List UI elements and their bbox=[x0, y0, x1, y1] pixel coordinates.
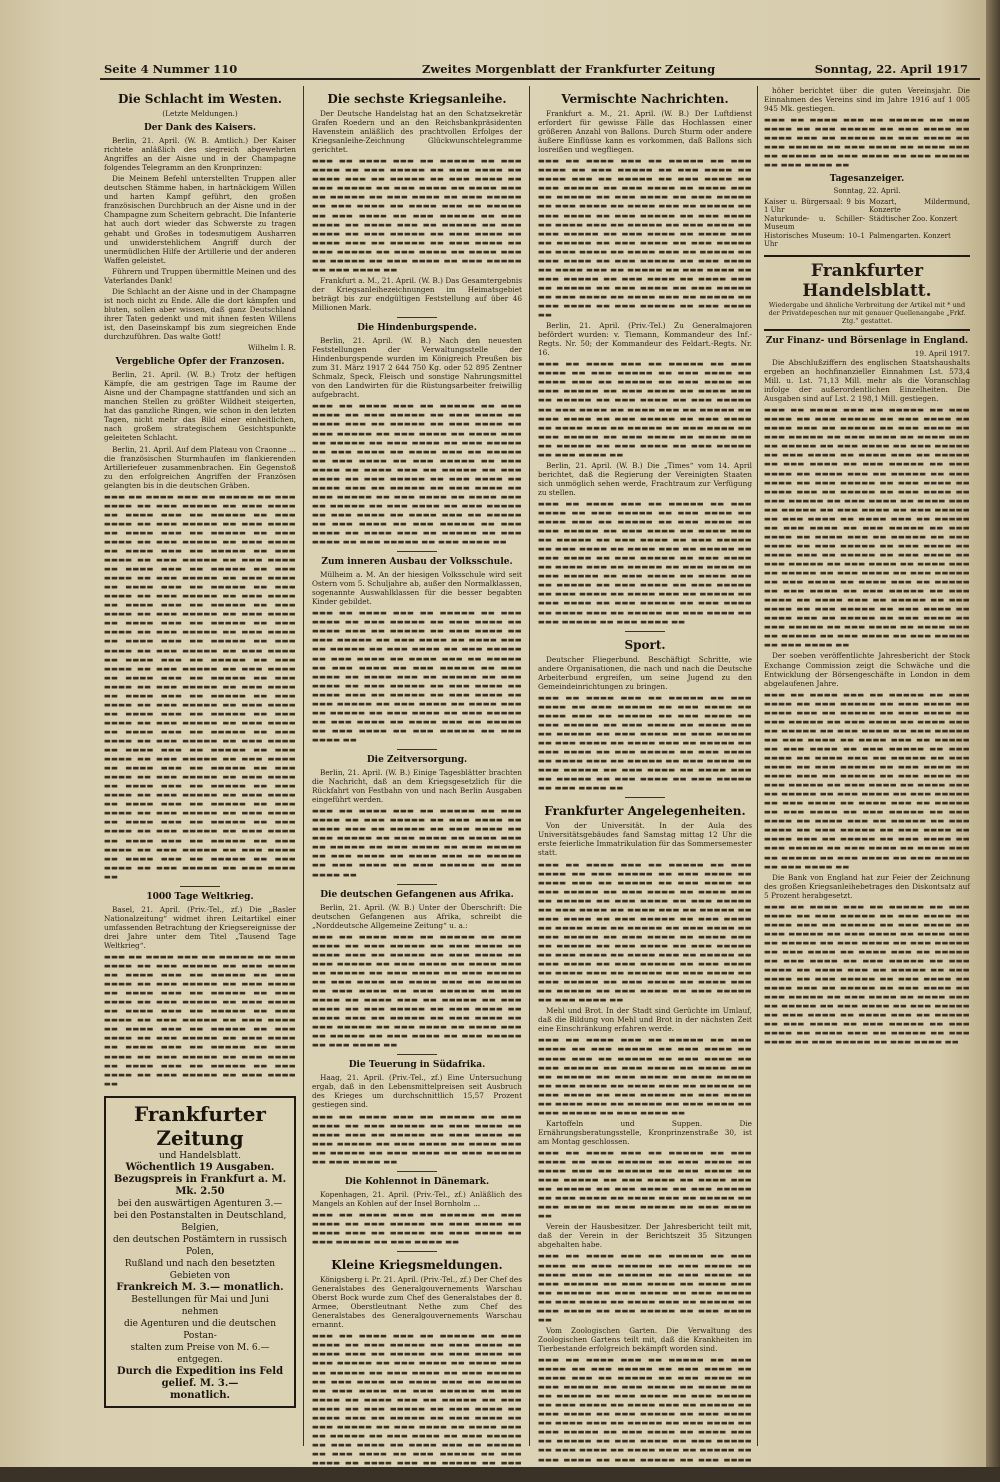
masthead bbox=[100, 58, 980, 80]
article-paragraph: Frankfurt a. M., 21. April. (W. B.) Das Gesamtergebnis der Kriegsanleihezeichnungen im Heimatsgebiet beträgt bis zur endgültigen Feststellung auf über 46 Millionen Mark. bbox=[312, 275, 522, 312]
tagesanzeiger-list bbox=[764, 198, 970, 249]
text-filler: ▬▬▬ ▬▬ ▬▬▬▬ ▬▬▬ ▬▬ ▬▬▬▬▬ ▬▬ ▬▬▬ ▬▬▬▬ ▬▬ ▬▬▬ ▬▬▬▬▬ ▬▬ ▬▬▬ ▬▬▬▬ ▬▬ ▬▬▬▬ ▬▬▬ ▬▬ ▬▬▬▬▬ ▬▬ ▬▬▬ ▬▬▬▬ ▬▬ ▬▬▬ ▬▬▬▬▬ ▬▬ ▬▬▬ ▬▬▬▬ ▬▬ ▬▬▬▬ ▬▬▬ ▬▬ ▬▬▬▬▬ ▬▬ ▬▬▬ ▬▬▬▬ ▬▬ ▬▬▬ ▬▬▬▬▬ ▬▬ ▬▬▬ ▬▬▬▬ ▬▬ ▬▬▬▬ ▬▬▬ ▬▬ ▬▬▬▬▬ ▬▬ ▬▬▬ ▬▬▬▬ ▬▬ ▬▬▬ ▬▬▬▬▬ ▬▬ ▬▬▬ ▬▬▬▬ ▬▬ ▬▬▬▬ ▬▬▬ ▬▬ ▬▬▬▬▬ ▬▬ ▬▬▬ ▬▬▬▬ ▬▬ ▬▬▬ ▬▬▬▬▬ ▬▬ ▬▬▬ ▬▬▬▬ ▬▬ ▬▬▬▬ ▬▬▬ ▬▬ ▬▬▬▬▬ ▬▬ ▬▬▬ ▬▬▬▬ ▬▬ ▬▬▬ ▬▬▬▬▬ ▬▬ ▬▬▬ ▬▬▬▬ ▬▬ ▬▬▬▬ ▬▬▬ ▬▬ ▬▬▬▬▬ ▬▬ ▬▬▬ ▬▬▬▬ ▬▬ ▬▬▬ ▬▬▬▬▬ ▬▬ ▬▬▬ ▬▬▬▬ ▬▬ ▬▬▬▬ ▬▬▬ ▬▬ ▬▬▬▬▬ ▬▬ ▬▬▬ ▬▬▬▬ ▬▬ ▬▬▬ ▬▬▬▬▬ ▬▬ ▬▬▬ ▬▬▬▬ ▬▬ ▬▬▬▬ ▬▬▬ ▬▬ ▬▬▬▬▬ ▬▬ ▬▬▬ ▬▬▬▬ ▬▬ ▬▬▬ ▬▬▬▬▬ ▬▬ ▬▬▬ ▬▬▬▬ ▬▬ bbox=[764, 901, 970, 1047]
article-paragraph: Vom Zoologischen Garten. Die Verwaltung des Zoologischen Gartens teilt mit, daß die Krankheiten im Tierbestande erfolgreich bekämpft worden sind. bbox=[538, 1325, 752, 1353]
tagesanzeiger-entry: Mozart, Mildermund, Konzerte bbox=[869, 197, 970, 215]
article-paragraph: Die Meinem Befehl unterstellten Truppen aller deutschen Stämme haben, in hartnäckigem Willen und harten Kampf geführt, den großen französischen Durchbruch an der Aisne und in der Champagne zum Scheitern gebracht. Die Infanterie hat auch dort wieder das Schwerste zu tragen gehabt und Großes in todesmutigem Ausharren und unwiderstehlichem Angriff durch der unermüdlichen Hilfe der Artillerie und der anderen Waffen geleistet. bbox=[104, 174, 296, 265]
book-binding-edge bbox=[986, 0, 1000, 1467]
text-filler: ▬▬▬ ▬▬ ▬▬▬▬ ▬▬▬ ▬▬ ▬▬▬▬▬ ▬▬ ▬▬▬ ▬▬▬▬ ▬▬ ▬▬▬ ▬▬▬▬▬ ▬▬ ▬▬▬ ▬▬▬▬ ▬▬ ▬▬▬▬ ▬▬▬ ▬▬ ▬▬▬▬▬ ▬▬ ▬▬▬ ▬▬▬▬ ▬▬ ▬▬▬ ▬▬▬▬▬ ▬▬ ▬▬▬ ▬▬▬▬ ▬▬ ▬▬▬▬ ▬▬▬ ▬▬ ▬▬▬▬▬ ▬▬ ▬▬▬ ▬▬▬▬ ▬▬ ▬▬▬ ▬▬▬▬▬ ▬▬ ▬▬▬ ▬▬▬▬ ▬▬ bbox=[764, 115, 970, 170]
tagesanzeiger-title: Tagesanzeiger. bbox=[829, 174, 905, 185]
separator bbox=[625, 797, 665, 798]
separator bbox=[397, 884, 437, 885]
column-4 bbox=[764, 86, 970, 1446]
text-filler: ▬▬▬ ▬▬ ▬▬▬▬ ▬▬▬ ▬▬ ▬▬▬▬▬ ▬▬ ▬▬▬ ▬▬▬▬ ▬▬ ▬▬▬ ▬▬▬▬▬ ▬▬ ▬▬▬ ▬▬▬▬ ▬▬ ▬▬▬▬ ▬▬▬ ▬▬ ▬▬▬▬▬ ▬▬ ▬▬▬ ▬▬▬▬ ▬▬ ▬▬▬ ▬▬▬▬▬ ▬▬ ▬▬▬ ▬▬▬▬ ▬▬ ▬▬▬▬ ▬▬▬ ▬▬ ▬▬▬▬▬ ▬▬ ▬▬▬ ▬▬▬▬ ▬▬ ▬▬▬ ▬▬▬▬▬ ▬▬ ▬▬▬ ▬▬▬▬ ▬▬ bbox=[312, 1111, 522, 1166]
tagesanzeiger-date: Sonntag, 22. April. bbox=[833, 187, 901, 196]
article-paragraph: Verein der Hausbesitzer. Der Jahresbericht teilt mit, daß der Verein in der Berichtszeit 35 Sitzungen abgehalten habe. bbox=[538, 1222, 752, 1250]
handelsblatt-note: Wiedergabe und ähnliche Verbreitung der Artikel mit * und der Privatdepeschen nur mit genauer Quellenangabe „Frkf. Ztg.“ gestattet. bbox=[768, 300, 966, 325]
headline-finanzlage: Zur Finanz- und Börsenlage in England. bbox=[765, 335, 969, 346]
text-filler: ▬▬▬ ▬▬ ▬▬▬▬ ▬▬▬ ▬▬ ▬▬▬▬▬ ▬▬ ▬▬▬ ▬▬▬▬ ▬▬ ▬▬▬ ▬▬▬▬▬ ▬▬ ▬▬▬ ▬▬▬▬ ▬▬ ▬▬▬▬ ▬▬▬ ▬▬ ▬▬▬▬▬ ▬▬ ▬▬▬ ▬▬▬▬ ▬▬ ▬▬▬ ▬▬▬▬▬ ▬▬ ▬▬▬ ▬▬▬▬ ▬▬ ▬▬▬▬ ▬▬▬ ▬▬ ▬▬▬▬▬ ▬▬ ▬▬▬ ▬▬▬▬ ▬▬ ▬▬▬ ▬▬▬▬▬ ▬▬ ▬▬▬ ▬▬▬▬ ▬▬ ▬▬▬▬ ▬▬▬ ▬▬ ▬▬▬▬▬ ▬▬ ▬▬▬ ▬▬▬▬ ▬▬ ▬▬▬ ▬▬▬▬▬ ▬▬ ▬▬▬ ▬▬▬▬ ▬▬ ▬▬▬▬ ▬▬▬ ▬▬ ▬▬▬▬▬ ▬▬ ▬▬▬ ▬▬▬▬ ▬▬ ▬▬▬ ▬▬▬▬▬ ▬▬ ▬▬▬ ▬▬▬▬ ▬▬ ▬▬▬▬ ▬▬▬ ▬▬ ▬▬▬▬▬ ▬▬ ▬▬▬ ▬▬▬▬ ▬▬ ▬▬▬ ▬▬▬▬▬ ▬▬ ▬▬▬ ▬▬▬▬ ▬▬ ▬▬▬▬ ▬▬▬ ▬▬ ▬▬▬▬▬ ▬▬ ▬▬▬ ▬▬▬▬ ▬▬ ▬▬▬ ▬▬▬▬▬ ▬▬ ▬▬▬ ▬▬▬▬ ▬▬ ▬▬▬▬ ▬▬▬ ▬▬ ▬▬▬▬▬ ▬▬ ▬▬▬ ▬▬▬▬ ▬▬ ▬▬▬ ▬▬▬▬▬ ▬▬ ▬▬▬ ▬▬▬▬ ▬▬ ▬▬▬▬ ▬▬▬ ▬▬ ▬▬▬▬▬ ▬▬ ▬▬▬ ▬▬▬▬ ▬▬ ▬▬▬ ▬▬▬▬▬ ▬▬ ▬▬▬ ▬▬▬▬ ▬▬ ▬▬▬▬ ▬▬▬ ▬▬ ▬▬▬▬▬ ▬▬ ▬▬▬ ▬▬▬▬ ▬▬ ▬▬▬ ▬▬▬▬▬ ▬▬ ▬▬▬ ▬▬▬▬ ▬▬ ▬▬▬▬ ▬▬▬ ▬▬ ▬▬▬▬▬ ▬▬ ▬▬▬ ▬▬▬▬ ▬▬ ▬▬▬ ▬▬▬▬▬ ▬▬ ▬▬▬ ▬▬▬▬ ▬▬ ▬▬▬▬ ▬▬▬ ▬▬ ▬▬▬▬▬ ▬▬ ▬▬▬ ▬▬▬▬ ▬▬ ▬▬▬ ▬▬▬▬▬ ▬▬ ▬▬▬ ▬▬▬▬ ▬▬ ▬▬▬▬ ▬▬▬ ▬▬ ▬▬▬▬▬ ▬▬ ▬▬▬ ▬▬▬▬ ▬▬ ▬▬▬ ▬▬▬▬▬ ▬▬ ▬▬▬ ▬▬▬▬ ▬▬ ▬▬▬▬ ▬▬▬ ▬▬ ▬▬▬▬▬ ▬▬ ▬▬▬ ▬▬▬▬ ▬▬ ▬▬▬ ▬▬▬▬▬ ▬▬ ▬▬▬ ▬▬▬▬ ▬▬ ▬▬▬▬ ▬▬▬ ▬▬ ▬▬▬▬▬ ▬▬ ▬▬▬ ▬▬▬▬ ▬▬ ▬▬▬ ▬▬▬▬▬ ▬▬ ▬▬▬ ▬▬▬▬ ▬▬ ▬▬▬▬ ▬▬▬ ▬▬ ▬▬▬▬▬ ▬▬ ▬▬▬ ▬▬▬▬ ▬▬ ▬▬▬ ▬▬▬▬▬ ▬▬ ▬▬▬ ▬▬▬▬ ▬▬ ▬▬▬▬ ▬▬▬ ▬▬ ▬▬▬▬▬ ▬▬ ▬▬▬ ▬▬▬▬ ▬▬ ▬▬▬ ▬▬▬▬▬ ▬▬ ▬▬▬ ▬▬▬▬ ▬▬ ▬▬▬▬ ▬▬▬ ▬▬ ▬▬▬▬▬ ▬▬ ▬▬▬ ▬▬▬▬ ▬▬ ▬▬▬ ▬▬▬▬▬ ▬▬ ▬▬▬ ▬▬▬▬ ▬▬ ▬▬▬▬ ▬▬▬ ▬▬ ▬▬▬▬▬ ▬▬ ▬▬▬ ▬▬▬▬ ▬▬ ▬▬▬ ▬▬▬▬▬ ▬▬ ▬▬▬ ▬▬▬▬ ▬▬ ▬▬▬▬ ▬▬▬ ▬▬ ▬▬▬▬▬ ▬▬ ▬▬▬ ▬▬▬▬ ▬▬ ▬▬▬ ▬▬▬▬▬ ▬▬ ▬▬▬ ▬▬▬▬ ▬▬ ▬▬▬▬ ▬▬▬ ▬▬ ▬▬▬▬▬ ▬▬ ▬▬▬ ▬▬▬▬ ▬▬ ▬▬▬ ▬▬▬▬▬ ▬▬ ▬▬▬ ▬▬▬▬ ▬▬ bbox=[104, 491, 296, 881]
text-filler: ▬▬▬ ▬▬ ▬▬▬▬ ▬▬▬ ▬▬ ▬▬▬▬▬ ▬▬ ▬▬▬ ▬▬▬▬ ▬▬ ▬▬▬ ▬▬▬▬▬ ▬▬ ▬▬▬ ▬▬▬▬ ▬▬ ▬▬▬▬ ▬▬▬ ▬▬ ▬▬▬▬▬ ▬▬ ▬▬▬ ▬▬▬▬ ▬▬ ▬▬▬ ▬▬▬▬▬ ▬▬ ▬▬▬ ▬▬▬▬ ▬▬ ▬▬▬▬ ▬▬▬ ▬▬ ▬▬▬▬▬ ▬▬ ▬▬▬ ▬▬▬▬ ▬▬ ▬▬▬ ▬▬▬▬▬ ▬▬ ▬▬▬ ▬▬▬▬ ▬▬ ▬▬▬▬ ▬▬▬ ▬▬ ▬▬▬▬▬ ▬▬ ▬▬▬ ▬▬▬▬ ▬▬ ▬▬▬ ▬▬▬▬▬ ▬▬ ▬▬▬ ▬▬▬▬ ▬▬ bbox=[538, 1147, 752, 1221]
signature: Wilhelm I. R. bbox=[248, 343, 296, 353]
column-1 bbox=[104, 86, 296, 1446]
article-paragraph: Berlin, 21. April. Auf dem Plateau von Craonne ... die französischen Sturmhaufen im flankierenden Artilleriefeuer zusammenbrachen. Ein Gegenstoß zu den erfolgreichen Angriffen der Französen gelangten bis in die deutschen Gräben. bbox=[104, 444, 296, 490]
headline-kriegsmeldungen: Kleine Kriegsmeldungen. bbox=[331, 1258, 503, 1273]
article-paragraph: Mülheim a. M. An der hiesigen Volksschule wird seit Ostern vom 5. Schuljahre ab, außer den Normalklassen, sogenannte Auswahlklassen für die besser begabten Kinder gebildet. bbox=[312, 570, 522, 607]
article-paragraph: Berlin, 21. April. (W. B.) Einige Tagesblätter brachten die Nachricht, daß an dem Kriegsgesetzlich für die Rückfahrt von Festbahn von und nach Berlin Ausgaben eingeführt werden. bbox=[312, 768, 522, 805]
ad-subtitle: und Handelsblatt. bbox=[159, 1150, 241, 1161]
ad-weekly: Wöchentlich 19 Ausgaben. bbox=[125, 1161, 275, 1173]
ad-line: Frankreich M. 3.— monatlich. bbox=[116, 1281, 284, 1293]
headline-zeitversorgung: Die Zeitversorgung. bbox=[366, 755, 468, 765]
article-paragraph: Führern und Truppen übermittle Meinen und des Vaterlandes Dank! bbox=[104, 266, 296, 285]
separator bbox=[397, 1054, 437, 1055]
page-number: Seite 4 Nummer 110 bbox=[104, 62, 238, 76]
text-filler: ▬▬▬ ▬▬ ▬▬▬▬ ▬▬▬ ▬▬ ▬▬▬▬▬ ▬▬ ▬▬▬ ▬▬▬▬ ▬▬ ▬▬▬ ▬▬▬▬▬ ▬▬ ▬▬▬ ▬▬▬▬ ▬▬ ▬▬▬▬ ▬▬▬ ▬▬ ▬▬▬▬▬ ▬▬ ▬▬▬ ▬▬▬▬ ▬▬ ▬▬▬ ▬▬▬▬▬ ▬▬ ▬▬▬ ▬▬▬▬ ▬▬ ▬▬▬▬ ▬▬▬ ▬▬ ▬▬▬▬▬ ▬▬ ▬▬▬ ▬▬▬▬ ▬▬ ▬▬▬ ▬▬▬▬▬ ▬▬ ▬▬▬ ▬▬▬▬ ▬▬ ▬▬▬▬ ▬▬▬ ▬▬ ▬▬▬▬▬ ▬▬ ▬▬▬ ▬▬▬▬ ▬▬ ▬▬▬ ▬▬▬▬▬ ▬▬ ▬▬▬ ▬▬▬▬ ▬▬ ▬▬▬▬ ▬▬▬ ▬▬ ▬▬▬▬▬ ▬▬ ▬▬▬ ▬▬▬▬ ▬▬ ▬▬▬ ▬▬▬▬▬ ▬▬ ▬▬▬ ▬▬▬▬ ▬▬ ▬▬▬▬ ▬▬▬ ▬▬ ▬▬▬▬▬ ▬▬ ▬▬▬ ▬▬▬▬ ▬▬ ▬▬▬ ▬▬▬▬▬ ▬▬ ▬▬▬ ▬▬▬▬ ▬▬ ▬▬▬▬ ▬▬▬ ▬▬ ▬▬▬▬▬ ▬▬ ▬▬▬ ▬▬▬▬ ▬▬ ▬▬▬ ▬▬▬▬▬ ▬▬ ▬▬▬ ▬▬▬▬ ▬▬ ▬▬▬▬ ▬▬▬ ▬▬ ▬▬▬▬▬ ▬▬ ▬▬▬ ▬▬▬▬ ▬▬ ▬▬▬ ▬▬▬▬▬ ▬▬ ▬▬▬ ▬▬▬▬ ▬▬ ▬▬▬▬ ▬▬▬ ▬▬ ▬▬▬▬▬ ▬▬ ▬▬▬ ▬▬▬▬ ▬▬ ▬▬▬ ▬▬▬▬▬ ▬▬ ▬▬▬ ▬▬▬▬ ▬▬ bbox=[312, 401, 522, 547]
column-2 bbox=[312, 86, 522, 1477]
separator bbox=[397, 1251, 437, 1252]
article-paragraph: Berlin, 21. April. (W. B.) Unter der Überschrift: Die deutschen Gefangenen aus Afrika, schreibt die „Norddeutsche Allgemeine Zeitung“ u. a.: bbox=[312, 902, 522, 930]
tagesanzeiger-entry: Palmengarten. Konzert bbox=[869, 231, 951, 240]
article-paragraph: Berlin, 21. April. (W. B. Amtlich.) Der Kaiser richtete anläßlich des siegreich abgewehrten Angriffes an der Aisne und in der Champagne folgendes Telegramm an den Kronprinzen: bbox=[104, 136, 296, 173]
ad-line: bei den Postanstalten in Deutschland, Belgien, bbox=[113, 1210, 287, 1233]
tagesanzeiger-entry: Städtischer Zoo. Konzert bbox=[869, 214, 958, 223]
headline-vermischte: Vermischte Nachrichten. bbox=[561, 92, 729, 106]
column-3 bbox=[538, 86, 752, 1482]
ad-line: die Agenturen und die deutschen Postan- bbox=[123, 1318, 277, 1341]
headline-hindenburg: Die Hindenburgspende. bbox=[357, 323, 477, 334]
headline-kohlennot: Die Kohlennot in Dänemark. bbox=[344, 1176, 490, 1187]
article-paragraph: höher berichtet über die guten Vereinsjahr. Die Einnahmen des Vereins sind im Jahre 1916 auf 1 005 945 Mk. gestiegen. bbox=[764, 86, 970, 114]
article-paragraph: Basel, 21. April. (Priv.-Tel., zf.) Die „Basler Nationalzeitung“ widmet ihren Leitartikel einer umfassenden Betrachtung der Kriegsereignisse der drei Jahre unter dem Titel „Tausend Tage Weltkrieg“. bbox=[104, 904, 296, 950]
text-filler: ▬▬▬ ▬▬ ▬▬▬▬ ▬▬▬ ▬▬ ▬▬▬▬▬ ▬▬ ▬▬▬ ▬▬▬▬ ▬▬ ▬▬▬ ▬▬▬▬▬ ▬▬ ▬▬▬ ▬▬▬▬ ▬▬ ▬▬▬▬ ▬▬▬ ▬▬ ▬▬▬▬▬ ▬▬ ▬▬▬ ▬▬▬▬ ▬▬ ▬▬▬ ▬▬▬▬▬ ▬▬ ▬▬▬ ▬▬▬▬ ▬▬ ▬▬▬▬ ▬▬▬ ▬▬ ▬▬▬▬▬ ▬▬ ▬▬▬ ▬▬▬▬ ▬▬ ▬▬▬ ▬▬▬▬▬ ▬▬ ▬▬▬ ▬▬▬▬ ▬▬ ▬▬▬▬ ▬▬▬ ▬▬ ▬▬▬▬▬ ▬▬ ▬▬▬ ▬▬▬▬ ▬▬ ▬▬▬ ▬▬▬▬▬ ▬▬ ▬▬▬ ▬▬▬▬ ▬▬ ▬▬▬▬ ▬▬▬ ▬▬ ▬▬▬▬▬ ▬▬ ▬▬▬ ▬▬▬▬ ▬▬ ▬▬▬ ▬▬▬▬▬ ▬▬ ▬▬▬ ▬▬▬▬ ▬▬ ▬▬▬▬ ▬▬▬ ▬▬ ▬▬▬▬▬ ▬▬ ▬▬▬ ▬▬▬▬ ▬▬ ▬▬▬ ▬▬▬▬▬ ▬▬ ▬▬▬ ▬▬▬▬ ▬▬ ▬▬▬▬ ▬▬▬ ▬▬ ▬▬▬▬▬ ▬▬ ▬▬▬ ▬▬▬▬ ▬▬ ▬▬▬ ▬▬▬▬▬ ▬▬ ▬▬▬ ▬▬▬▬ ▬▬ bbox=[312, 931, 522, 1050]
tagesanzeiger-entry: Kaiser u. Bürgersaal: 9 bis 1 Uhr bbox=[764, 197, 865, 215]
article-paragraph: Kartoffeln und Suppen. Die Ernährungsberatungsstelle, Kronprinzenstraße 30, ist am Montag geschlossen. bbox=[538, 1118, 752, 1146]
text-filler: ▬▬▬ ▬▬ ▬▬▬▬ ▬▬▬ ▬▬ ▬▬▬▬▬ ▬▬ ▬▬▬ ▬▬▬▬ ▬▬ ▬▬▬ ▬▬▬▬▬ ▬▬ ▬▬▬ ▬▬▬▬ ▬▬ ▬▬▬▬ ▬▬▬ ▬▬ ▬▬▬▬▬ ▬▬ ▬▬▬ ▬▬▬▬ ▬▬ ▬▬▬ ▬▬▬▬▬ ▬▬ ▬▬▬ ▬▬▬▬ ▬▬ ▬▬▬▬ ▬▬▬ ▬▬ ▬▬▬▬▬ ▬▬ ▬▬▬ ▬▬▬▬ ▬▬ ▬▬▬ ▬▬▬▬▬ ▬▬ ▬▬▬ ▬▬▬▬ ▬▬ ▬▬▬▬ ▬▬▬ ▬▬ ▬▬▬▬▬ ▬▬ ▬▬▬ ▬▬▬▬ ▬▬ ▬▬▬ ▬▬▬▬▬ ▬▬ ▬▬▬ ▬▬▬▬ ▬▬ ▬▬▬▬ ▬▬▬ ▬▬ ▬▬▬▬▬ ▬▬ ▬▬▬ ▬▬▬▬ ▬▬ ▬▬▬ ▬▬▬▬▬ ▬▬ ▬▬▬ ▬▬▬▬ ▬▬ ▬▬▬▬ ▬▬▬ ▬▬ ▬▬▬▬▬ ▬▬ ▬▬▬ ▬▬▬▬ ▬▬ ▬▬▬ ▬▬▬▬▬ ▬▬ ▬▬▬ ▬▬▬▬ ▬▬ ▬▬▬▬ ▬▬▬ ▬▬ ▬▬▬▬▬ ▬▬ ▬▬▬ ▬▬▬▬ ▬▬ ▬▬▬ ▬▬▬▬▬ ▬▬ ▬▬▬ ▬▬▬▬ ▬▬ bbox=[312, 156, 522, 274]
article-paragraph: Deutscher Fliegerbund. Beschäftigt Schritte, wie andere Organisationen, die nach und nach die Deutsche Arbeiterbund ergreifen, um seine Jugend zu den Gemeindeinrichtungen zu bringen. bbox=[538, 654, 752, 691]
issue-date: Sonntag, 22. April 1917 bbox=[814, 62, 968, 76]
text-filler: ▬▬▬ ▬▬ ▬▬▬▬ ▬▬▬ ▬▬ ▬▬▬▬▬ ▬▬ ▬▬▬ ▬▬▬▬ ▬▬ ▬▬▬ ▬▬▬▬▬ ▬▬ ▬▬▬ ▬▬▬▬ ▬▬ ▬▬▬▬ ▬▬▬ ▬▬ ▬▬▬▬▬ ▬▬ ▬▬▬ ▬▬▬▬ ▬▬ ▬▬▬ ▬▬▬▬▬ ▬▬ ▬▬▬ ▬▬▬▬ ▬▬ ▬▬▬▬ ▬▬▬ ▬▬ ▬▬▬▬▬ ▬▬ ▬▬▬ ▬▬▬▬ ▬▬ ▬▬▬ ▬▬▬▬▬ ▬▬ ▬▬▬ ▬▬▬▬ ▬▬ ▬▬▬▬ ▬▬▬ ▬▬ ▬▬▬▬▬ ▬▬ ▬▬▬ ▬▬▬▬ ▬▬ ▬▬▬ ▬▬▬▬▬ ▬▬ ▬▬▬ ▬▬▬▬ ▬▬ ▬▬▬▬ ▬▬▬ ▬▬ ▬▬▬▬▬ ▬▬ ▬▬▬ ▬▬▬▬ ▬▬ ▬▬▬ ▬▬▬▬▬ ▬▬ ▬▬▬ ▬▬▬▬ ▬▬ ▬▬▬▬ ▬▬▬ ▬▬ ▬▬▬▬▬ ▬▬ ▬▬▬ ▬▬▬▬ ▬▬ ▬▬▬ ▬▬▬▬▬ ▬▬ ▬▬▬ ▬▬▬▬ ▬▬ ▬▬▬▬ ▬▬▬ ▬▬ ▬▬▬▬▬ ▬▬ ▬▬▬ ▬▬▬▬ ▬▬ ▬▬▬ ▬▬▬▬▬ ▬▬ ▬▬▬ ▬▬▬▬ ▬▬ ▬▬▬▬ ▬▬▬ ▬▬ ▬▬▬▬▬ ▬▬ ▬▬▬ ▬▬▬▬ ▬▬ ▬▬▬ ▬▬▬▬▬ ▬▬ ▬▬▬ ▬▬▬▬ ▬▬ bbox=[538, 498, 752, 626]
article-paragraph: Berlin, 21. April. (W. B.) Die „Times“ vom 14. April berichtet, daß die Regierung der Vereinigten Staaten sich unmöglich sehen werde, Frachtraum zur Verfügung zu stellen. bbox=[538, 460, 752, 497]
headline-weltkrieg: 1000 Tage Weltkrieg. bbox=[146, 891, 254, 902]
article-paragraph: Mehl und Brot. In der Stadt sind Gerüchte im Umlauf, daß die Bildung von Mehl und Brot in der nächsten Zeit eine Einschränkung erfahren werde. bbox=[538, 1006, 752, 1034]
article-paragraph: Berlin, 21. April. (Priv.-Tel.) Zu Generalmajoren befördert wurden: v. Tiemann, Kommandeur des Inf.-Regts. Nr. 50; der Kommandeur des Feldart.-Regts. Nr. 16. bbox=[538, 321, 752, 358]
text-filler: ▬▬▬ ▬▬ ▬▬▬▬ ▬▬▬ ▬▬ ▬▬▬▬▬ ▬▬ ▬▬▬ ▬▬▬▬ ▬▬ ▬▬▬ ▬▬▬▬▬ ▬▬ ▬▬▬ ▬▬▬▬ ▬▬ ▬▬▬▬ ▬▬▬ ▬▬ ▬▬▬▬▬ ▬▬ ▬▬▬ ▬▬▬▬ ▬▬ ▬▬▬ ▬▬▬▬▬ ▬▬ ▬▬▬ ▬▬▬▬ ▬▬ ▬▬▬▬ ▬▬▬ ▬▬ ▬▬▬▬▬ ▬▬ ▬▬▬ ▬▬▬▬ ▬▬ ▬▬▬ ▬▬▬▬▬ ▬▬ ▬▬▬ ▬▬▬▬ ▬▬ ▬▬▬▬ ▬▬▬ ▬▬ ▬▬▬▬▬ ▬▬ ▬▬▬ ▬▬▬▬ ▬▬ ▬▬▬ ▬▬▬▬▬ ▬▬ ▬▬▬ ▬▬▬▬ ▬▬ bbox=[538, 1251, 752, 1324]
edition-title: Zweites Morgenblatt der Frankfurter Zeitung bbox=[422, 62, 716, 76]
separator bbox=[180, 886, 220, 887]
text-filler: ▬▬▬ ▬▬ ▬▬▬▬ ▬▬▬ ▬▬ ▬▬▬▬▬ ▬▬ ▬▬▬ ▬▬▬▬ ▬▬ ▬▬▬ ▬▬▬▬▬ ▬▬ ▬▬▬ ▬▬▬▬ ▬▬ ▬▬▬▬ ▬▬▬ ▬▬ ▬▬▬▬▬ ▬▬ ▬▬▬ ▬▬▬▬ ▬▬ ▬▬▬ ▬▬▬▬▬ ▬▬ ▬▬▬ ▬▬▬▬ ▬▬ ▬▬▬▬ ▬▬▬ ▬▬ ▬▬▬▬▬ ▬▬ ▬▬▬ ▬▬▬▬ ▬▬ ▬▬▬ ▬▬▬▬▬ ▬▬ ▬▬▬ ▬▬▬▬ ▬▬ ▬▬▬▬ ▬▬▬ ▬▬ ▬▬▬▬▬ ▬▬ ▬▬▬ ▬▬▬▬ ▬▬ ▬▬▬ ▬▬▬▬▬ ▬▬ ▬▬▬ ▬▬▬▬ ▬▬ ▬▬▬▬ ▬▬▬ ▬▬ ▬▬▬▬▬ ▬▬ ▬▬▬ ▬▬▬▬ ▬▬ ▬▬▬ ▬▬▬▬▬ ▬▬ ▬▬▬ ▬▬▬▬ ▬▬ ▬▬▬▬ ▬▬▬ ▬▬ ▬▬▬▬▬ ▬▬ ▬▬▬ ▬▬▬▬ ▬▬ ▬▬▬ ▬▬▬▬▬ ▬▬ ▬▬▬ ▬▬▬▬ ▬▬ ▬▬▬▬ ▬▬▬ ▬▬ ▬▬▬▬▬ ▬▬ ▬▬▬ ▬▬▬▬ ▬▬ ▬▬▬ ▬▬▬▬▬ ▬▬ ▬▬▬ ▬▬▬▬ ▬▬ ▬▬▬▬ ▬▬▬ ▬▬ ▬▬▬▬▬ ▬▬ ▬▬▬ ▬▬▬▬ ▬▬ ▬▬▬ ▬▬▬▬▬ ▬▬ ▬▬▬ ▬▬▬▬ ▬▬ ▬▬▬▬ ▬▬▬ ▬▬ ▬▬▬▬▬ ▬▬ ▬▬▬ ▬▬▬▬ ▬▬ ▬▬▬ ▬▬▬▬▬ ▬▬ ▬▬▬ ▬▬▬▬ ▬▬ ▬▬▬▬ ▬▬▬ ▬▬ ▬▬▬▬▬ ▬▬ ▬▬▬ ▬▬▬▬ ▬▬ ▬▬▬ ▬▬▬▬▬ ▬▬ ▬▬▬ ▬▬▬▬ ▬▬ bbox=[538, 156, 752, 320]
article-paragraph: Die Schlacht an der Aisne und in der Champagne ist noch nicht zu Ende. Alle die dort kämpfen und bluten, sollen aber wissen, daß ganz Deutschland ihrer Taten gedenkt und mit ihnen festen Willens ist, den Daseinskampf bis zum siegreichen Ende durchzuführen. Das walte Gott! bbox=[104, 286, 296, 342]
headline-opfer: Vergebliche Opfer der Franzosen. bbox=[115, 357, 285, 368]
article-paragraph: Von der Universität. In der Aula des Universitätsgebäudes fand Samstag mittag 12 Uhr die erste feierliche Immatrikulation für das Sommersemester statt. bbox=[538, 821, 752, 858]
report-date: 19. April 1917. bbox=[914, 348, 970, 358]
article-paragraph: Der soeben veröffentlichte Jahresbericht der Stock Exchange Commission zeigt die Schwäche und die Entwicklung der Börsengeschäfte in London in dem abgelaufenen Jahre. bbox=[764, 651, 970, 688]
text-filler: ▬▬▬ ▬▬ ▬▬▬▬ ▬▬▬ ▬▬ ▬▬▬▬▬ ▬▬ ▬▬▬ ▬▬▬▬ ▬▬ ▬▬▬ ▬▬▬▬▬ ▬▬ ▬▬▬ ▬▬▬▬ ▬▬ ▬▬▬▬ ▬▬▬ ▬▬ ▬▬▬▬▬ ▬▬ ▬▬▬ ▬▬▬▬ ▬▬ ▬▬▬ ▬▬▬▬▬ ▬▬ ▬▬▬ ▬▬▬▬ ▬▬ ▬▬▬▬ ▬▬▬ ▬▬ ▬▬▬▬▬ ▬▬ ▬▬▬ ▬▬▬▬ ▬▬ ▬▬▬ ▬▬▬▬▬ ▬▬ ▬▬▬ ▬▬▬▬ ▬▬ ▬▬▬▬ ▬▬▬ ▬▬ ▬▬▬▬▬ ▬▬ ▬▬▬ ▬▬▬▬ ▬▬ ▬▬▬ ▬▬▬▬▬ ▬▬ ▬▬▬ ▬▬▬▬ ▬▬ ▬▬▬▬ ▬▬▬ ▬▬ ▬▬▬▬▬ ▬▬ ▬▬▬ ▬▬▬▬ ▬▬ ▬▬▬ ▬▬▬▬▬ ▬▬ ▬▬▬ ▬▬▬▬ ▬▬ ▬▬▬▬ ▬▬▬ ▬▬ ▬▬▬▬▬ ▬▬ ▬▬▬ ▬▬▬▬ ▬▬ ▬▬▬ ▬▬▬▬▬ ▬▬ ▬▬▬ ▬▬▬▬ ▬▬ ▬▬▬▬ ▬▬▬ ▬▬ ▬▬▬▬▬ ▬▬ ▬▬▬ ▬▬▬▬ ▬▬ ▬▬▬ ▬▬▬▬▬ ▬▬ ▬▬▬ ▬▬▬▬ ▬▬ ▬▬▬▬ ▬▬▬ ▬▬ ▬▬▬▬▬ ▬▬ ▬▬▬ ▬▬▬▬ ▬▬ ▬▬▬ ▬▬▬▬▬ ▬▬ ▬▬▬ ▬▬▬▬ ▬▬ ▬▬▬▬ ▬▬▬ ▬▬ ▬▬▬▬▬ ▬▬ ▬▬▬ ▬▬▬▬ ▬▬ ▬▬▬ ▬▬▬▬▬ ▬▬ ▬▬▬ ▬▬▬▬ ▬▬ bbox=[538, 859, 752, 1005]
article-paragraph: Haag, 21. April. (Priv.-Tel., zf.) Eine Untersuchung ergab, daß in den Lebensmittelpreisen seit Ausbruch des Krieges um durchschnittlich 15,57 Prozent gestiegen sind. bbox=[312, 1073, 522, 1110]
separator bbox=[397, 749, 437, 750]
headline-gefangenen: Die deutschen Gefangenen aus Afrika. bbox=[320, 889, 514, 900]
ad-line: Durch die Expedition ins Feld gelief. M. 3.— bbox=[116, 1365, 284, 1389]
headline-kriegsanleihe: Die sechste Kriegsanleihe. bbox=[327, 92, 507, 106]
subscription-advertisement bbox=[104, 1096, 296, 1408]
column-rule bbox=[529, 86, 530, 1446]
text-filler: ▬▬▬ ▬▬ ▬▬▬▬ ▬▬▬ ▬▬ ▬▬▬▬▬ ▬▬ ▬▬▬ ▬▬▬▬ ▬▬ ▬▬▬ ▬▬▬▬▬ ▬▬ ▬▬▬ ▬▬▬▬ ▬▬ ▬▬▬▬ ▬▬▬ ▬▬ ▬▬▬▬▬ ▬▬ ▬▬▬ ▬▬▬▬ ▬▬ ▬▬▬ ▬▬▬▬▬ ▬▬ ▬▬▬ ▬▬▬▬ ▬▬ ▬▬▬▬ ▬▬▬ ▬▬ ▬▬▬▬▬ ▬▬ ▬▬▬ ▬▬▬▬ ▬▬ ▬▬▬ ▬▬▬▬▬ ▬▬ ▬▬▬ ▬▬▬▬ ▬▬ ▬▬▬▬ ▬▬▬ ▬▬ ▬▬▬▬▬ ▬▬ ▬▬▬ ▬▬▬▬ ▬▬ ▬▬▬ ▬▬▬▬▬ ▬▬ ▬▬▬ ▬▬▬▬ ▬▬ ▬▬▬▬ ▬▬▬ ▬▬ ▬▬▬▬▬ ▬▬ ▬▬▬ ▬▬▬▬ ▬▬ ▬▬▬ ▬▬▬▬▬ ▬▬ ▬▬▬ ▬▬▬▬ ▬▬ ▬▬▬▬ ▬▬▬ ▬▬ ▬▬▬▬▬ ▬▬ ▬▬▬ ▬▬▬▬ ▬▬ ▬▬▬ ▬▬▬▬▬ ▬▬ ▬▬▬ ▬▬▬▬ ▬▬ ▬▬▬▬ ▬▬▬ ▬▬ ▬▬▬▬▬ ▬▬ ▬▬▬ ▬▬▬▬ ▬▬ ▬▬▬ ▬▬▬▬▬ ▬▬ ▬▬▬ ▬▬▬▬ ▬▬ ▬▬▬▬ ▬▬▬ ▬▬ ▬▬▬▬▬ ▬▬ ▬▬▬ ▬▬▬▬ ▬▬ ▬▬▬ ▬▬▬▬▬ ▬▬ ▬▬▬ ▬▬▬▬ ▬▬ bbox=[312, 608, 522, 744]
tagesanzeiger-entry: Naturkunde- u. Schiller-Museum bbox=[764, 214, 865, 232]
text-filler: ▬▬▬ ▬▬ ▬▬▬▬ ▬▬▬ ▬▬ ▬▬▬▬▬ ▬▬ ▬▬▬ ▬▬▬▬ ▬▬ ▬▬▬ ▬▬▬▬▬ ▬▬ ▬▬▬ ▬▬▬▬ ▬▬ ▬▬▬▬ ▬▬▬ ▬▬ ▬▬▬▬▬ ▬▬ ▬▬▬ ▬▬▬▬ ▬▬ ▬▬▬ ▬▬▬▬▬ ▬▬ ▬▬▬ ▬▬▬▬ ▬▬ ▬▬▬▬ ▬▬▬ ▬▬ ▬▬▬▬▬ ▬▬ ▬▬▬ ▬▬▬▬ ▬▬ ▬▬▬ ▬▬▬▬▬ ▬▬ ▬▬▬ ▬▬▬▬ ▬▬ ▬▬▬▬ ▬▬▬ ▬▬ ▬▬▬▬▬ ▬▬ ▬▬▬ ▬▬▬▬ ▬▬ ▬▬▬ ▬▬▬▬▬ ▬▬ ▬▬▬ ▬▬▬▬ ▬▬ ▬▬▬▬ ▬▬▬ ▬▬ ▬▬▬▬▬ ▬▬ ▬▬▬ ▬▬▬▬ ▬▬ ▬▬▬ ▬▬▬▬▬ ▬▬ ▬▬▬ ▬▬▬▬ ▬▬ ▬▬▬▬ ▬▬▬ ▬▬ ▬▬▬▬▬ ▬▬ ▬▬▬ ▬▬▬▬ ▬▬ ▬▬▬ ▬▬▬▬▬ ▬▬ ▬▬▬ ▬▬▬▬ ▬▬ ▬▬▬▬ ▬▬▬ ▬▬ ▬▬▬▬▬ ▬▬ ▬▬▬ ▬▬▬▬ ▬▬ ▬▬▬ ▬▬▬▬▬ ▬▬ ▬▬▬ ▬▬▬▬ ▬▬ ▬▬▬▬ ▬▬▬ ▬▬ ▬▬▬▬▬ ▬▬ ▬▬▬ ▬▬▬▬ ▬▬ ▬▬▬ ▬▬▬▬▬ ▬▬ ▬▬▬ ▬▬▬▬ ▬▬ ▬▬▬▬ ▬▬▬ ▬▬ ▬▬▬▬▬ ▬▬ ▬▬▬ ▬▬▬▬ ▬▬ ▬▬▬ ▬▬▬▬▬ ▬▬ ▬▬▬ ▬▬▬▬ ▬▬ ▬▬▬▬ ▬▬▬ ▬▬ ▬▬▬▬▬ ▬▬ ▬▬▬ ▬▬▬▬ ▬▬ ▬▬▬ ▬▬▬▬▬ ▬▬ ▬▬▬ ▬▬▬▬ ▬▬ ▬▬▬▬ ▬▬▬ ▬▬ ▬▬▬▬▬ ▬▬ ▬▬▬ ▬▬▬▬ ▬▬ ▬▬▬ ▬▬▬▬▬ ▬▬ ▬▬▬ ▬▬▬▬ ▬▬ bbox=[764, 689, 970, 871]
separator bbox=[397, 1171, 437, 1172]
separator bbox=[625, 631, 665, 632]
article-paragraph: Königsberg i. Pr. 21. April. (Priv.-Tel., zf.) Der Chef des Generalstabes des Generalgouvernements Warschau Oberst Bock wurde zum Chef des Generalstabes der 8. Armee, Oberstleutnant Nethe zum Chef des Generalstabes des Generalgouvernements Warschau ernannt. bbox=[312, 1275, 522, 1330]
ad-price: Bezugspreis in Frankfurt a. M. Mk. 2.50 bbox=[113, 1173, 287, 1197]
text-filler: ▬▬▬ ▬▬ ▬▬▬▬ ▬▬▬ ▬▬ ▬▬▬▬▬ ▬▬ ▬▬▬ ▬▬▬▬ ▬▬ ▬▬▬ ▬▬▬▬▬ ▬▬ ▬▬▬ ▬▬▬▬ ▬▬ ▬▬▬▬ ▬▬▬ ▬▬ ▬▬▬▬▬ ▬▬ ▬▬▬ ▬▬▬▬ ▬▬ ▬▬▬ ▬▬▬▬▬ ▬▬ ▬▬▬ ▬▬▬▬ ▬▬ ▬▬▬▬ ▬▬▬ ▬▬ ▬▬▬▬▬ ▬▬ ▬▬▬ ▬▬▬▬ ▬▬ ▬▬▬ ▬▬▬▬▬ ▬▬ ▬▬▬ ▬▬▬▬ ▬▬ ▬▬▬▬ ▬▬▬ ▬▬ ▬▬▬▬▬ ▬▬ ▬▬▬ ▬▬▬▬ ▬▬ ▬▬▬ ▬▬▬▬▬ ▬▬ ▬▬▬ ▬▬▬▬ ▬▬ bbox=[312, 806, 522, 879]
article-paragraph: Berlin, 21. April. (W. B.) Nach den neuesten Feststellungen der Verwaltungsstelle der Hindenburgspende wurden im Königreich Preußen bis zum 31. März 1917 2 644 750 Kg. oder 52 895 Zentner Schmalz, Speck, Fleisch und sonstige Nahrungsmittel von den Landwirten für die Rüstungsarbeiter freiwillig aufgebracht. bbox=[312, 336, 522, 400]
headline-sport: Sport. bbox=[624, 637, 666, 652]
ad-title: Frankfurter Zeitung bbox=[134, 1101, 266, 1150]
separator bbox=[397, 317, 437, 318]
column-rule bbox=[757, 86, 758, 1446]
article-paragraph: Frankfurt a. M., 21. April. (W. B.) Der Luftdienst erfordert für gewisse Fälle das Hochlassen einer größeren Anzahl von Ballons. Durch Sturm oder andere äußere Einflüsse kann es vorkommen, daß Ballons sich losreißen und wegfliegen. bbox=[538, 109, 752, 155]
handelsblatt-title: Frankfurter Handelsblatt. bbox=[802, 260, 932, 301]
subheadline: (Letzte Meldungen.) bbox=[162, 109, 238, 118]
ad-line: monatlich. bbox=[169, 1389, 231, 1401]
article-paragraph: Die Abschlußziffern des englischen Staatshaushalts ergeben an hochfinanzieller Einnahmen Lst. 573,4 Mill. u. Lst. 71,13 Mill. mehr als die Voranschlag infolge der außerordentlichen Einzelheiten. Die Ausgaben sind auf Lst. 2 198,1 Mill. gestiegen. bbox=[764, 357, 970, 404]
ad-line: Rußland und nach den besetzten Gebieten von bbox=[124, 1258, 276, 1281]
headline-volksschule: Zum inneren Ausbau der Volksschule. bbox=[321, 557, 513, 568]
ad-line: stalten zum Preise von M. 6.— entgegen. bbox=[130, 1342, 270, 1365]
ad-line: den deutschen Postämtern in russisch Polen, bbox=[112, 1234, 288, 1257]
ad-line: Bestellungen für Mai und Juni nehmen bbox=[131, 1294, 269, 1317]
ad-line: bei den auswärtigen Agenturen 3.— bbox=[117, 1198, 283, 1209]
text-filler: ▬▬▬ ▬▬ ▬▬▬▬ ▬▬▬ ▬▬ ▬▬▬▬▬ ▬▬ ▬▬▬ ▬▬▬▬ ▬▬ ▬▬▬ ▬▬▬▬▬ ▬▬ ▬▬▬ ▬▬▬▬ ▬▬ ▬▬▬▬ ▬▬▬ ▬▬ ▬▬▬▬▬ ▬▬ ▬▬▬ ▬▬▬▬ ▬▬ ▬▬▬ ▬▬▬▬▬ ▬▬ ▬▬▬ ▬▬▬▬ ▬▬ ▬▬▬▬ ▬▬▬ ▬▬ ▬▬▬▬▬ ▬▬ ▬▬▬ ▬▬▬▬ ▬▬ ▬▬▬ ▬▬▬▬▬ ▬▬ ▬▬▬ ▬▬▬▬ ▬▬ ▬▬▬▬ ▬▬▬ ▬▬ ▬▬▬▬▬ ▬▬ ▬▬▬ ▬▬▬▬ ▬▬ ▬▬▬ ▬▬▬▬▬ ▬▬ ▬▬▬ ▬▬▬▬ ▬▬ ▬▬▬▬ ▬▬▬ ▬▬ ▬▬▬▬▬ ▬▬ ▬▬▬ ▬▬▬▬ ▬▬ ▬▬▬ ▬▬▬▬▬ ▬▬ ▬▬▬ ▬▬▬▬ ▬▬ ▬▬▬▬ ▬▬▬ ▬▬ ▬▬▬▬▬ ▬▬ ▬▬▬ ▬▬▬▬ ▬▬ ▬▬▬ ▬▬▬▬▬ ▬▬ ▬▬▬ ▬▬▬▬ ▬▬ ▬▬▬▬ ▬▬▬ ▬▬ ▬▬▬▬▬ ▬▬ ▬▬▬ ▬▬▬▬ ▬▬ ▬▬▬ ▬▬▬▬▬ ▬▬ ▬▬▬ ▬▬▬▬ ▬▬ ▬▬▬▬ ▬▬▬ ▬▬ ▬▬▬▬▬ ▬▬ ▬▬▬ ▬▬▬▬ ▬▬ ▬▬▬ ▬▬▬▬▬ ▬▬ ▬▬▬ ▬▬▬▬ ▬▬ ▬▬▬▬ ▬▬▬ ▬▬ ▬▬▬▬▬ ▬▬ ▬▬▬ ▬▬▬▬ ▬▬ ▬▬▬ ▬▬▬▬▬ ▬▬ ▬▬▬ ▬▬▬▬ ▬▬ ▬▬▬▬ ▬▬▬ ▬▬ ▬▬▬▬▬ ▬▬ ▬▬▬ ▬▬▬▬ ▬▬ ▬▬▬ ▬▬▬▬▬ ▬▬ ▬▬▬ ▬▬▬▬ ▬▬ ▬▬▬▬ ▬▬▬ ▬▬ ▬▬▬▬▬ ▬▬ ▬▬▬ ▬▬▬▬ ▬▬ ▬▬▬ ▬▬▬▬▬ ▬▬ ▬▬▬ ▬▬▬▬ ▬▬ ▬▬▬▬ ▬▬▬ ▬▬ ▬▬▬▬▬ ▬▬ ▬▬▬ ▬▬▬▬ ▬▬ ▬▬▬ ▬▬▬▬▬ ▬▬ ▬▬▬ ▬▬▬▬ ▬▬ ▬▬▬▬ ▬▬▬ ▬▬ ▬▬▬▬▬ ▬▬ ▬▬▬ ▬▬▬▬ ▬▬ ▬▬▬ ▬▬▬▬▬ ▬▬ ▬▬▬ ▬▬▬▬ ▬▬ ▬▬▬▬ ▬▬▬ ▬▬ ▬▬▬▬▬ ▬▬ ▬▬▬ ▬▬▬▬ ▬▬ ▬▬▬ ▬▬▬▬▬ ▬▬ ▬▬▬ ▬▬▬▬ ▬▬ ▬▬▬▬ ▬▬▬ ▬▬ ▬▬▬▬▬ ▬▬ ▬▬▬ ▬▬▬▬ ▬▬ ▬▬▬ ▬▬▬▬▬ ▬▬ ▬▬▬ ▬▬▬▬ ▬▬ bbox=[764, 405, 970, 650]
headline-angelegenheiten: Frankfurter Angelegenheiten. bbox=[544, 804, 746, 819]
text-filler: ▬▬▬ ▬▬ ▬▬▬▬ ▬▬▬ ▬▬ ▬▬▬▬▬ ▬▬ ▬▬▬ ▬▬▬▬ ▬▬ ▬▬▬ ▬▬▬▬▬ ▬▬ ▬▬▬ ▬▬▬▬ ▬▬ ▬▬▬▬ ▬▬▬ ▬▬ ▬▬▬▬▬ ▬▬ ▬▬▬ ▬▬▬▬ ▬▬ ▬▬▬ ▬▬▬▬▬ ▬▬ ▬▬▬ ▬▬▬▬ ▬▬ ▬▬▬▬ ▬▬▬ ▬▬ ▬▬▬▬▬ ▬▬ ▬▬▬ ▬▬▬▬ ▬▬ ▬▬▬ ▬▬▬▬▬ ▬▬ ▬▬▬ ▬▬▬▬ ▬▬ ▬▬▬▬ ▬▬▬ ▬▬ ▬▬▬▬▬ ▬▬ ▬▬▬ ▬▬▬▬ ▬▬ ▬▬▬ ▬▬▬▬▬ ▬▬ ▬▬▬ ▬▬▬▬ ▬▬ ▬▬▬▬ ▬▬▬ ▬▬ ▬▬▬▬▬ ▬▬ ▬▬▬ ▬▬▬▬ ▬▬ ▬▬▬ ▬▬▬▬▬ ▬▬ ▬▬▬ ▬▬▬▬ ▬▬ ▬▬▬▬ ▬▬▬ ▬▬ ▬▬▬▬▬ ▬▬ ▬▬▬ ▬▬▬▬ ▬▬ ▬▬▬ ▬▬▬▬▬ ▬▬ ▬▬▬ ▬▬▬▬ ▬▬ ▬▬▬▬ ▬▬▬ ▬▬ ▬▬▬▬▬ ▬▬ ▬▬▬ ▬▬▬▬ ▬▬ ▬▬▬ ▬▬▬▬▬ ▬▬ ▬▬▬ ▬▬▬▬ ▬▬ ▬▬▬▬ ▬▬▬ ▬▬ ▬▬▬▬▬ ▬▬ ▬▬▬ ▬▬▬▬ ▬▬ ▬▬▬ ▬▬▬▬▬ ▬▬ ▬▬▬ ▬▬▬▬ ▬▬ ▬▬▬▬ ▬▬▬ ▬▬ ▬▬▬▬▬ ▬▬ ▬▬▬ ▬▬▬▬ ▬▬ ▬▬▬ ▬▬▬▬▬ ▬▬ ▬▬▬ ▬▬▬▬ ▬▬ bbox=[312, 1331, 522, 1477]
separator bbox=[397, 551, 437, 552]
text-filler: ▬▬▬ ▬▬ ▬▬▬▬ ▬▬▬ ▬▬ ▬▬▬▬▬ ▬▬ ▬▬▬ ▬▬▬▬ ▬▬ ▬▬▬ ▬▬▬▬▬ ▬▬ ▬▬▬ ▬▬▬▬ ▬▬ ▬▬▬▬ ▬▬▬ ▬▬ ▬▬▬▬▬ ▬▬ ▬▬▬ ▬▬▬▬ ▬▬ ▬▬▬ ▬▬▬▬▬ ▬▬ ▬▬▬ ▬▬▬▬ ▬▬ ▬▬▬▬ ▬▬▬ ▬▬ ▬▬▬▬▬ ▬▬ ▬▬▬ ▬▬▬▬ ▬▬ ▬▬▬ ▬▬▬▬▬ ▬▬ ▬▬▬ ▬▬▬▬ ▬▬ ▬▬▬▬ ▬▬▬ ▬▬ ▬▬▬▬▬ ▬▬ ▬▬▬ ▬▬▬▬ ▬▬ ▬▬▬ ▬▬▬▬▬ ▬▬ ▬▬▬ ▬▬▬▬ ▬▬ ▬▬▬▬ ▬▬▬ ▬▬ ▬▬▬▬▬ ▬▬ ▬▬▬ ▬▬▬▬ ▬▬ ▬▬▬ ▬▬▬▬▬ ▬▬ ▬▬▬ ▬▬▬▬ ▬▬ ▬▬▬▬ ▬▬▬ ▬▬ ▬▬▬▬▬ ▬▬ ▬▬▬ ▬▬▬▬ ▬▬ ▬▬▬ ▬▬▬▬▬ ▬▬ ▬▬▬ ▬▬▬▬ ▬▬ ▬▬▬▬ ▬▬▬ ▬▬ ▬▬▬▬▬ ▬▬ ▬▬▬ ▬▬▬▬ ▬▬ ▬▬▬ ▬▬▬▬▬ ▬▬ ▬▬▬ ▬▬▬▬ ▬▬ bbox=[104, 951, 296, 1088]
text-filler: ▬▬▬ ▬▬ ▬▬▬▬ ▬▬▬ ▬▬ ▬▬▬▬▬ ▬▬ ▬▬▬ ▬▬▬▬ ▬▬ ▬▬▬ ▬▬▬▬▬ ▬▬ ▬▬▬ ▬▬▬▬ ▬▬ ▬▬▬▬ ▬▬▬ ▬▬ ▬▬▬▬▬ ▬▬ ▬▬▬ ▬▬▬▬ ▬▬ ▬▬▬ ▬▬▬▬▬ ▬▬ ▬▬▬ ▬▬▬▬ ▬▬ ▬▬▬▬ ▬▬▬ ▬▬ ▬▬▬▬▬ ▬▬ ▬▬▬ ▬▬▬▬ ▬▬ ▬▬▬ ▬▬▬▬▬ ▬▬ ▬▬▬ ▬▬▬▬ ▬▬ ▬▬▬▬ ▬▬▬ ▬▬ ▬▬▬▬▬ ▬▬ ▬▬▬ ▬▬▬▬ ▬▬ ▬▬▬ ▬▬▬▬▬ ▬▬ ▬▬▬ ▬▬▬▬ ▬▬ ▬▬▬▬ ▬▬▬ ▬▬ ▬▬▬▬▬ ▬▬ ▬▬▬ ▬▬▬▬ ▬▬ ▬▬▬ ▬▬▬▬▬ ▬▬ ▬▬▬ ▬▬▬▬ ▬▬ ▬▬▬▬ ▬▬▬ ▬▬ ▬▬▬▬▬ ▬▬ ▬▬▬ ▬▬▬▬ ▬▬ ▬▬▬ ▬▬▬▬▬ ▬▬ ▬▬▬ ▬▬▬▬ ▬▬ bbox=[538, 692, 752, 793]
headline-suedafrika: Die Teuerung in Südafrika. bbox=[348, 1060, 486, 1071]
column-rule bbox=[303, 86, 304, 1446]
article-paragraph: Die Bank von England hat zur Feier der Zeichnung des großen Kriegsanleihebetrages den Diskontsatz auf 5 Prozent herabgesetzt. bbox=[764, 872, 970, 900]
text-filler: ▬▬▬ ▬▬ ▬▬▬▬ ▬▬▬ ▬▬ ▬▬▬▬▬ ▬▬ ▬▬▬ ▬▬▬▬ ▬▬ ▬▬▬ ▬▬▬▬▬ ▬▬ ▬▬▬ ▬▬▬▬ ▬▬ ▬▬▬▬ ▬▬▬ ▬▬ ▬▬▬▬▬ ▬▬ ▬▬▬ ▬▬▬▬ ▬▬ ▬▬▬ ▬▬▬▬▬ ▬▬ ▬▬▬ ▬▬▬▬ ▬▬ ▬▬▬▬ ▬▬▬ ▬▬ ▬▬▬▬▬ ▬▬ ▬▬▬ ▬▬▬▬ ▬▬ ▬▬▬ ▬▬▬▬▬ ▬▬ ▬▬▬ ▬▬▬▬ ▬▬ ▬▬▬▬ ▬▬▬ ▬▬ ▬▬▬▬▬ ▬▬ ▬▬▬ ▬▬▬▬ ▬▬ ▬▬▬ ▬▬▬▬▬ ▬▬ ▬▬▬ ▬▬▬▬ ▬▬ ▬▬▬▬ ▬▬▬ ▬▬ ▬▬▬▬▬ ▬▬ ▬▬▬ ▬▬▬▬ ▬▬ ▬▬▬ ▬▬▬▬▬ ▬▬ ▬▬▬ ▬▬▬▬ ▬▬ ▬▬▬▬ ▬▬▬ ▬▬ ▬▬▬▬▬ ▬▬ ▬▬▬ ▬▬▬▬ ▬▬ ▬▬▬ ▬▬▬▬▬ ▬▬ ▬▬▬ ▬▬▬▬ ▬▬ bbox=[538, 359, 752, 459]
article-paragraph: Kopenhagen, 21. April. (Priv.-Tel., zf.) Anläßlich des Mangels an Kohlen auf der Insel Bornholm ... bbox=[312, 1189, 522, 1208]
text-filler: ▬▬▬ ▬▬ ▬▬▬▬ ▬▬▬ ▬▬ ▬▬▬▬▬ ▬▬ ▬▬▬ ▬▬▬▬ ▬▬ ▬▬▬ ▬▬▬▬▬ ▬▬ ▬▬▬ ▬▬▬▬ ▬▬ ▬▬▬▬ ▬▬▬ ▬▬ ▬▬▬▬▬ ▬▬ ▬▬▬ ▬▬▬▬ ▬▬ ▬▬▬ ▬▬▬▬▬ ▬▬ ▬▬▬ ▬▬▬▬ ▬▬ ▬▬▬▬ ▬▬▬ ▬▬ ▬▬▬▬▬ ▬▬ ▬▬▬ ▬▬▬▬ ▬▬ ▬▬▬ ▬▬▬▬▬ ▬▬ ▬▬▬ ▬▬▬▬ ▬▬ ▬▬▬▬ ▬▬▬ ▬▬ ▬▬▬▬▬ ▬▬ ▬▬▬ ▬▬▬▬ ▬▬ ▬▬▬ ▬▬▬▬▬ ▬▬ ▬▬▬ ▬▬▬▬ ▬▬ ▬▬▬▬ ▬▬▬ ▬▬ ▬▬▬▬▬ ▬▬ ▬▬▬ ▬▬▬▬ ▬▬ ▬▬▬ ▬▬▬▬▬ ▬▬ ▬▬▬ ▬▬▬▬ ▬▬ bbox=[538, 1035, 752, 1117]
article-paragraph: Der Deutsche Handelstag hat an den Schatzsekretär Grafen Roedern und an den Reichsbankpräsidenten Havenstein anläßlich des prachtvollen Erfolges der Kriegsanleihe-Zeichnung Glückwunschtelegramme gerichtet. bbox=[312, 109, 522, 155]
text-filler: ▬▬▬ ▬▬ ▬▬▬▬ ▬▬▬ ▬▬ ▬▬▬▬▬ ▬▬ ▬▬▬ ▬▬▬▬ ▬▬ ▬▬▬ ▬▬▬▬▬ ▬▬ ▬▬▬ ▬▬▬▬ ▬▬ ▬▬▬▬ ▬▬▬ ▬▬ ▬▬▬▬▬ ▬▬ ▬▬▬ ▬▬▬▬ ▬▬ ▬▬▬ ▬▬▬▬▬ ▬▬ ▬▬▬ ▬▬▬▬ ▬▬ bbox=[312, 1209, 522, 1247]
headline-dank: Der Dank des Kaisers. bbox=[144, 123, 256, 134]
handelsblatt-header bbox=[764, 255, 970, 331]
text-filler: ▬▬▬ ▬▬ ▬▬▬▬ ▬▬▬ ▬▬ ▬▬▬▬▬ ▬▬ ▬▬▬ ▬▬▬▬ ▬▬ ▬▬▬ ▬▬▬▬▬ ▬▬ ▬▬▬ ▬▬▬▬ ▬▬ ▬▬▬▬ ▬▬▬ ▬▬ ▬▬▬▬▬ ▬▬ ▬▬▬ ▬▬▬▬ ▬▬ ▬▬▬ ▬▬▬▬▬ ▬▬ ▬▬▬ ▬▬▬▬ ▬▬ ▬▬▬▬ ▬▬▬ ▬▬ ▬▬▬▬▬ ▬▬ ▬▬▬ ▬▬▬▬ ▬▬ ▬▬▬ ▬▬▬▬▬ ▬▬ ▬▬▬ ▬▬▬▬ ▬▬ ▬▬▬▬ ▬▬▬ ▬▬ ▬▬▬▬▬ ▬▬ ▬▬▬ ▬▬▬▬ ▬▬ ▬▬▬ ▬▬▬▬▬ ▬▬ ▬▬▬ ▬▬▬▬ ▬▬ ▬▬▬▬ ▬▬▬ ▬▬ ▬▬▬▬▬ ▬▬ ▬▬▬ ▬▬▬▬ ▬▬ ▬▬▬ ▬▬▬▬▬ ▬▬ ▬▬▬ ▬▬▬▬ ▬▬ ▬▬▬▬ ▬▬▬ ▬▬ ▬▬▬▬▬ ▬▬ ▬▬▬ ▬▬▬▬ ▬▬ ▬▬▬ ▬▬▬▬▬ ▬▬ ▬▬▬ ▬▬▬▬ ▬▬ ▬▬▬▬ ▬▬▬ ▬▬ ▬▬▬▬▬ ▬▬ ▬▬▬ ▬▬▬▬ ▬▬ ▬▬▬ ▬▬▬▬▬ ▬▬ ▬▬▬ ▬▬▬▬ ▬▬ ▬▬▬▬ ▬▬▬ ▬▬ ▬▬▬▬▬ ▬▬ ▬▬▬ ▬▬▬▬ ▬▬ ▬▬▬ ▬▬▬▬▬ ▬▬ ▬▬▬ ▬▬▬▬ ▬▬ bbox=[538, 1355, 752, 1482]
headline-schlacht: Die Schlacht im Westen. bbox=[118, 92, 282, 106]
tagesanzeiger-entry: Historisches Museum: 10–1 Uhr bbox=[764, 231, 865, 249]
article-paragraph: Berlin, 21. April. (W. B.) Trotz der heftigen Kämpfe, die am gestrigen Tage im Raume der Aisne und der Champagne stattfanden und sich an manchen Stellen zu größter Wildheit steigerten, hat das ganzliche Ringen, wie schon in den letzten Tagen, nicht mehr das Bild einer einheitlichen, nach großem strategischem Gesichtspunkte geleiteten Schlacht. bbox=[104, 370, 296, 443]
